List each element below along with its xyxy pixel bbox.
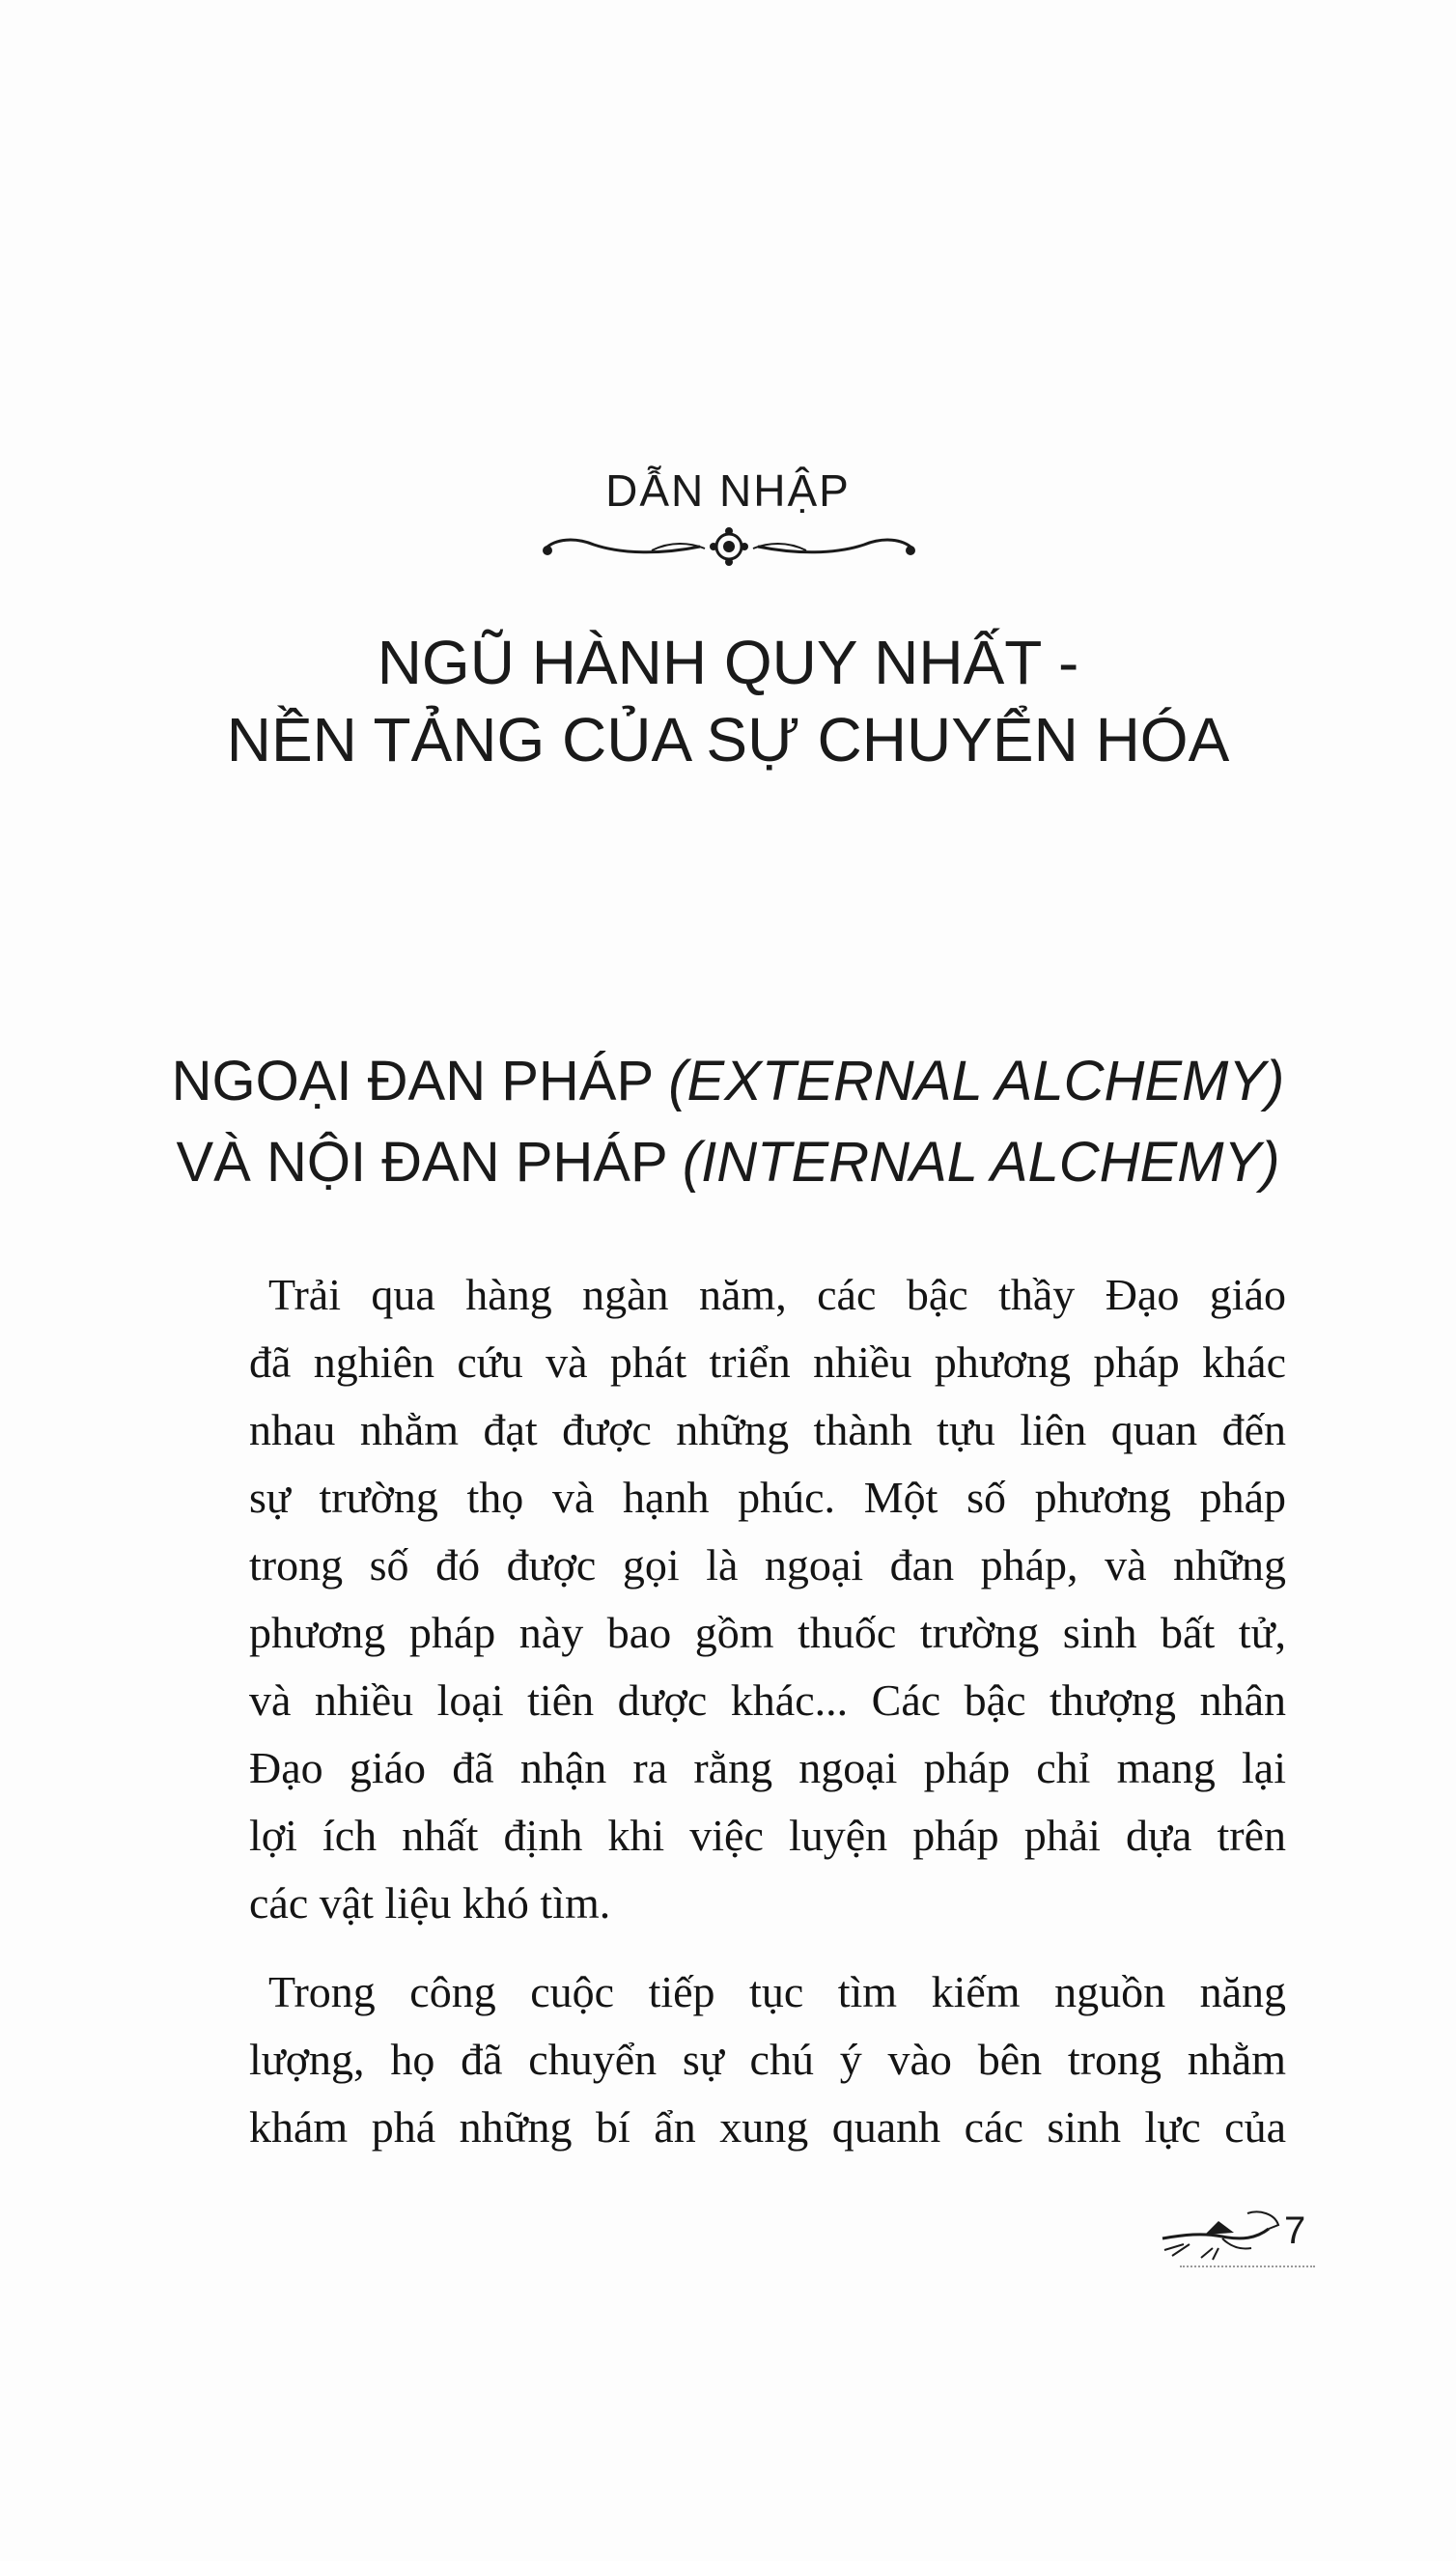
text-line: phương pháp này bao gồm thuốc trường sinh bất tử,	[249, 1608, 1286, 1657]
text-line: đã nghiên cứu và phát triển nhiều phương pháp khác	[249, 1337, 1286, 1387]
text-line: lợi ích nhất định khi việc luyện pháp phải dựa trên	[249, 1811, 1286, 1860]
chapter-title	[0, 624, 1456, 778]
subheading-line-1-italic: (EXTERNAL ALCHEMY)	[668, 1050, 1285, 1112]
text-line: nhau nhằm đạt được những thành tựu liên quan đến	[249, 1405, 1286, 1454]
text-line: trong số đó được gọi là ngoại đan pháp, và những	[249, 1540, 1286, 1590]
text-line: Trải qua hàng ngàn năm, các bậc thầy Đạo giáo	[268, 1270, 1286, 1319]
subheading-line-2-italic: (INTERNAL ALCHEMY)	[682, 1131, 1280, 1194]
text-line: sự trường thọ và hạnh phúc. Một số phương pháp	[249, 1473, 1286, 1522]
text-line: lượng, họ đã chuyển sự chú ý vào bên trong nhằm	[249, 2035, 1286, 2084]
chapter-title-line-1: NGŨ HÀNH QUY NHẤT -	[377, 628, 1079, 697]
subheading-line-2-main: VÀ NỘI ĐAN PHÁP	[176, 1131, 667, 1194]
crane-ornament-icon	[1155, 2200, 1290, 2267]
subheading-line-2	[0, 1122, 1456, 1203]
text-line: các vật liệu khó tìm.	[249, 1878, 611, 1928]
text-line: khám phá những bí ẩn xung quanh các sinh lực của	[249, 2102, 1286, 2152]
body-text	[249, 1261, 1286, 2161]
text-line: Trong công cuộc tiếp tục tìm kiếm nguồn năng	[268, 1967, 1286, 2016]
chapter-title-line-2: NỀN TẢNG CỦA SỰ CHUYỂN HÓA	[226, 705, 1230, 774]
subheading-line-1	[0, 1041, 1456, 1122]
text-line: Đạo giáo đã nhận ra rằng ngoại pháp chỉ mang lại	[249, 1743, 1286, 1792]
text-line: và nhiều loại tiên dược khác... Các bậc thượng nhân	[249, 1675, 1286, 1725]
section-label: DẪN NHẬP	[605, 465, 851, 516]
ornamental-divider-icon	[536, 521, 922, 570]
section-subheading	[0, 1041, 1456, 1203]
footer-rule	[1180, 2266, 1315, 2269]
paragraph-2	[249, 1958, 1286, 2161]
page-number: 7	[1284, 2209, 1306, 2252]
paragraph-1	[249, 1261, 1286, 1937]
subheading-line-1-main: NGOẠI ĐAN PHÁP	[171, 1050, 654, 1112]
